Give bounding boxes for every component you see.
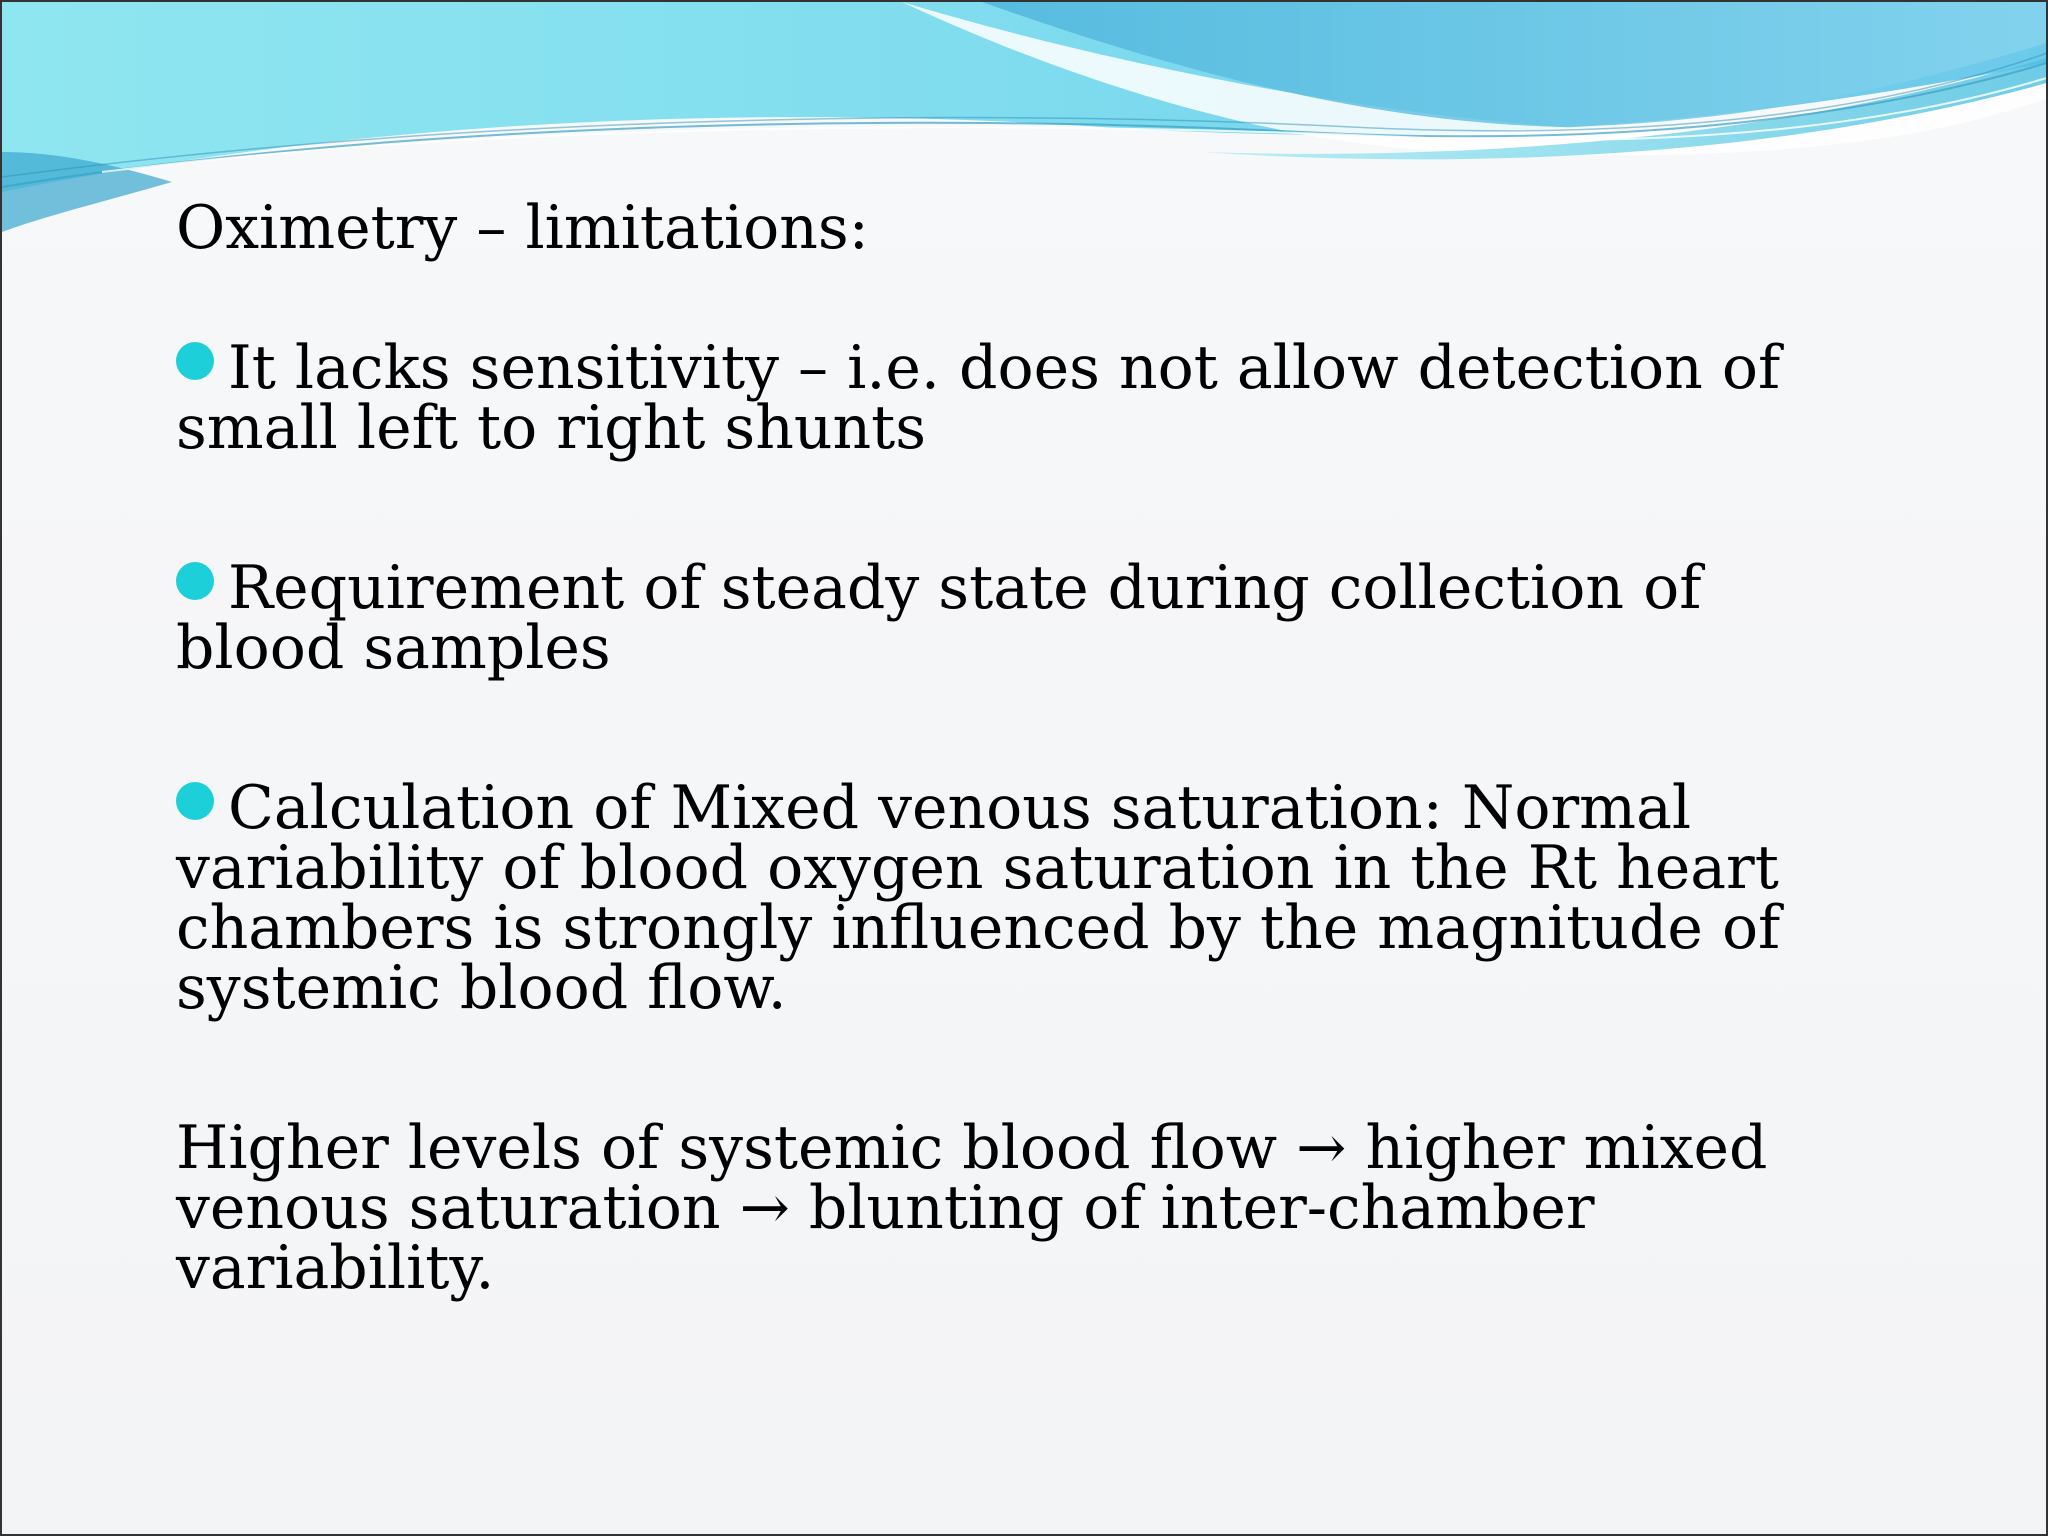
- conclusion-paragraph: Higher levels of systemic blood flow → higher mixed venous saturation → blunting of inter-chamber variability.: [176, 1113, 1768, 1303]
- bullet-dot-icon: [176, 782, 214, 820]
- bullet-text: Requirement of steady state during collection of blood samples: [176, 553, 1702, 683]
- bullet-text: Calculation of Mixed venous saturation: Normal variability of blood oxygen saturation in the Rt heart chambers is strongly influenced by the magnitude of systemic blood flow.: [176, 773, 1781, 1023]
- bullet-text: It lacks sensitivity – i.e. does not allow detection of small left to right shunts: [176, 333, 1781, 463]
- slide-content: [176, 193, 1876, 1303]
- slide-heading: Oximetry – limitations:: [176, 193, 869, 263]
- bullet-dot-icon: [176, 342, 214, 380]
- bullet-item-mixed-venous: [176, 773, 1876, 1023]
- bullet-dot-icon: [176, 562, 214, 600]
- bullet-item-steady-state: [176, 553, 1876, 683]
- bullet-item-sensitivity: [176, 333, 1876, 463]
